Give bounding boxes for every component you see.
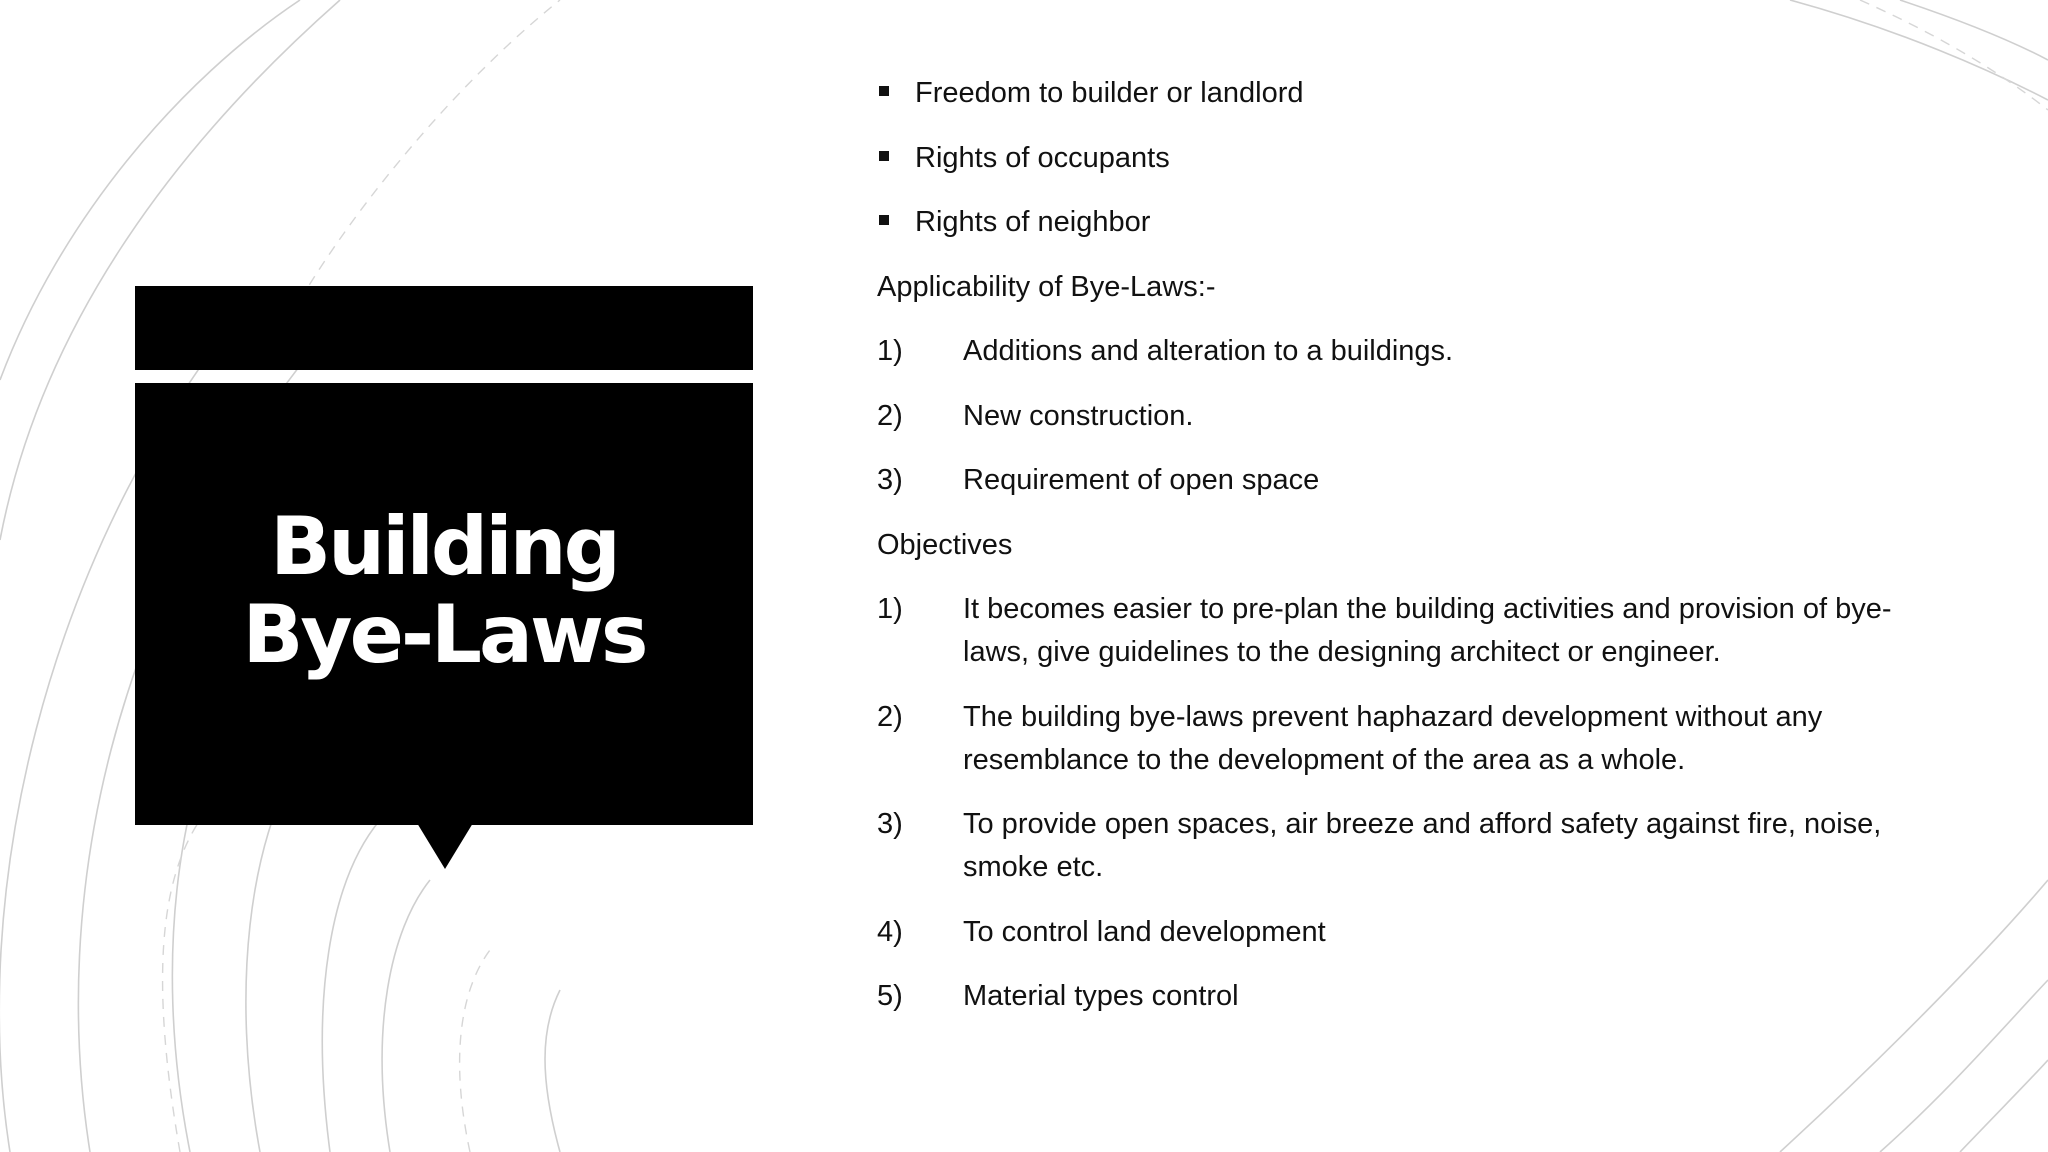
numbered-item xyxy=(877,911,1937,954)
item-number: 5) xyxy=(877,980,903,1012)
item-text: New construction. xyxy=(963,399,1194,432)
item-text: Requirement of open space xyxy=(963,464,1320,496)
item-text: Material types control xyxy=(963,980,1239,1012)
item-number: 1) xyxy=(877,593,903,625)
bullet-item xyxy=(877,137,1937,180)
numbered-item xyxy=(877,395,1937,438)
item-number: 3) xyxy=(877,464,903,496)
item-text: Additions and alteration to a buildings. xyxy=(963,335,1454,367)
square-bullet-icon xyxy=(879,151,889,161)
numbered-item xyxy=(877,803,1937,889)
numbered-item xyxy=(877,459,1937,502)
bullet-item xyxy=(877,72,1937,115)
item-number: 3) xyxy=(877,808,903,840)
numbered-item xyxy=(877,696,1937,782)
square-bullet-icon xyxy=(879,215,889,225)
item-text: The building bye-laws prevent haphazard development without any resemblance to the development of the area as a whole. xyxy=(963,700,1823,776)
numbered-item xyxy=(877,975,1937,1018)
slide-title: Building Bye-Laws xyxy=(242,500,646,681)
numbered-item xyxy=(877,330,1937,373)
bullet-text: Rights of neighbor xyxy=(915,206,1151,238)
title-callout-box xyxy=(135,383,753,825)
item-text: To control land development xyxy=(963,915,1326,948)
bullet-item xyxy=(877,201,1937,244)
item-number: 2) xyxy=(877,700,903,733)
slide-body xyxy=(877,72,1937,1040)
applicability-heading: Applicability of Bye-Laws:- xyxy=(877,270,1216,303)
callout-pointer xyxy=(417,823,473,869)
title-header-bar xyxy=(135,286,753,370)
item-number: 2) xyxy=(877,399,903,432)
item-number: 4) xyxy=(877,915,903,948)
bullet-text: Rights of occupants xyxy=(915,141,1170,174)
objectives-heading: Objectives xyxy=(877,528,1013,561)
bullet-text: Freedom to builder or landlord xyxy=(915,77,1304,109)
item-text: It becomes easier to pre-plan the building activities and provision of bye-laws, give guidelines to the designing architect or engineer. xyxy=(963,593,1892,668)
item-number: 1) xyxy=(877,335,903,367)
square-bullet-icon xyxy=(879,86,889,96)
numbered-item xyxy=(877,588,1937,674)
item-text: To provide open spaces, air breeze and afford safety against fire, noise, smoke etc. xyxy=(963,808,1882,883)
